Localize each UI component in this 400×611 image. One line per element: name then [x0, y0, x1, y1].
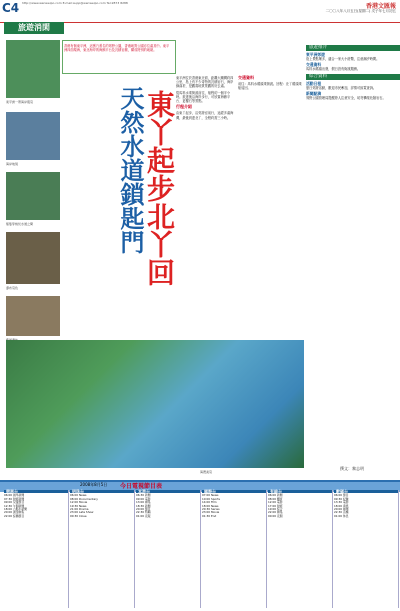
tv-programme: 06:00 新聞 [268, 493, 283, 498]
tv-programme: 12:00 Movie [70, 500, 88, 505]
headline-main: 天然水道鎖匙門 [116, 86, 144, 254]
tv-programme: 10:00 Sports [202, 496, 220, 501]
caption-2: 海岸地貌 [6, 162, 19, 166]
tv-channel-name: 翡翠台 [4, 490, 68, 493]
tv-programme: 06:00 晨早新聞 [4, 493, 25, 498]
panel-label-1: 東平洲郊遊 [306, 52, 325, 57]
tv-programme: 13:30 電影 [334, 500, 349, 505]
caption-3: 船隻穿梭於水道之間 [6, 222, 34, 226]
tv-programme: 01:00 夜報 [136, 513, 151, 518]
tv-channel-name: 本港台 [136, 490, 200, 493]
panel-text-1: 島上景點眾多，適合一家大小遊覽，注意潮汐時間。 [306, 57, 380, 61]
tv-programme: 20:30 Series [202, 507, 220, 512]
panel-label-4: 新聞點滴 [306, 91, 322, 96]
tv-programme: 08:00 Documentary [70, 496, 98, 501]
publication-name: 香港文匯報 [365, 3, 396, 10]
tv-programme: 22:30 特輯 [136, 510, 151, 515]
lead-text: 香港有個東平洲，這裏乃著名的郊野公園，香港地質公園亦位處其中。東平洲四面環海，東北海岸的海蝕平台及沉積岩層，構成特別的地貌。 [64, 44, 170, 52]
dateline: 二〇〇八年八月五日(星期二) 戊子年七月初五 [325, 9, 396, 13]
tv-programme: 17:00 財經 [268, 503, 283, 508]
column-title: 旅遊消閑 [4, 22, 64, 34]
tv-column [202, 490, 267, 608]
tv-programme: 01:30 End [202, 513, 217, 518]
tv-schedule-title: 今日電視節目表 [120, 483, 163, 490]
tv-programme: 12:30 午間新聞 [4, 503, 25, 508]
tv-programme: 22:30 音樂 [334, 510, 349, 515]
panel-text-3: 夏日郊遊活動，歡迎市民參加，詳情可致電查詢。 [306, 86, 377, 90]
tv-programme: 20:00 節目 [136, 507, 151, 512]
page-header [0, 0, 400, 23]
tv-programme: 23:00 Movie [202, 510, 220, 515]
tv-programme: 22:00 劇集 [268, 510, 283, 515]
article-sub2: 交通資料 [238, 75, 254, 80]
tv-programme: 00:00 夜間 [268, 513, 283, 518]
panel-heading-1: 旅遊推介 [306, 45, 400, 51]
tv-programme: 06:30 新聞 [136, 493, 151, 498]
tv-channel-name: 明珠台 [70, 490, 134, 493]
panel-heading-2: 綜合資料 [306, 74, 400, 80]
photo-coast [6, 40, 60, 98]
article-col-2 [238, 76, 302, 326]
tv-programme: 09:30 紀錄 [334, 496, 349, 501]
tv-column [334, 490, 399, 608]
panel-text-2: 馬料水碼頭出發，假日設有街渡服務。 [306, 67, 361, 71]
photo-bay-panorama [6, 340, 304, 468]
tv-column [136, 490, 201, 608]
tv-programme: 18:00 六點半新聞 [4, 507, 27, 512]
caption-1: 東平洲一帶海岸風景 [6, 100, 34, 104]
byline: 撰文：黎志明 [340, 466, 364, 471]
tv-column [268, 490, 333, 608]
page-number: C4 [2, 1, 20, 15]
article-p3: 由東丫起步，沿郊遊徑前行，途經多處海灣，最後到達北丫，全程約需三小時。 [176, 111, 234, 120]
photo-harbour [6, 112, 60, 160]
tv-programme: 21:00 Drama [70, 507, 89, 512]
tv-programme: 08:00 體育 [268, 496, 283, 501]
tv-programme: 18:00 News [202, 503, 219, 508]
tv-programme: 07:00 News [202, 493, 219, 498]
tv-programme: 12:00 電影 [268, 500, 283, 505]
article-col-1 [176, 76, 234, 326]
caption-4: 瀑布景色 [6, 286, 19, 290]
panel-label-3: 活動日程 [306, 81, 322, 86]
tv-programme: 22:00 綜藝節目 [4, 513, 25, 518]
tv-programme: 07:30 財經新聞 [4, 496, 25, 501]
tv-programme: 20:00 劇場 [334, 507, 349, 512]
tv-programme: 18:00 資訊 [334, 503, 349, 508]
tv-programme: 19:00 綜合 [268, 507, 283, 512]
tv-programme: 23:00 Late Show [70, 510, 94, 515]
tv-programme: 00:30 Close [70, 513, 87, 518]
article-p1: 東平洲位於香港東北面，距離大鵬灣約四公里，島上有不少奇特的沉積岩石，海岸線曲折，是觀賞地質景觀的好去處。 [176, 76, 234, 89]
tv-programme: 13:00 劇集 [136, 500, 151, 505]
tv-column [4, 490, 69, 608]
caption-6: 海灣美景 [200, 470, 213, 474]
tv-programme: 20:00 黃金劇集 [4, 510, 25, 515]
tv-date: 2008年8月5日 [80, 482, 108, 487]
tv-channel-name: 有線台 [268, 490, 332, 493]
tv-programme: 18:30 新聞 [136, 503, 151, 508]
tv-programme: 09:00 兒童節目 [4, 500, 25, 505]
photo-waterfall [6, 232, 60, 284]
tv-programme: 01:00 休息 [334, 513, 349, 518]
article-p2: 從馬料水乘街渡前往，船程約一個半小時。抵達後沿海岸步行，可欣賞海蝕平台、更樓石等景點。 [176, 90, 231, 104]
article-p4: 前往：馬料水碼頭乘街渡。回程：北丫碼頭乘船返回。 [238, 82, 302, 91]
sidebar-panel [306, 42, 400, 442]
tv-programme: 09:00 電影 [136, 496, 151, 501]
tv-programme: 06:00 節目 [334, 493, 349, 498]
tv-programme: 06:00 News [70, 493, 87, 498]
photo-ruins [6, 296, 60, 336]
article-sub1: 行程介紹 [176, 104, 192, 110]
headline-sub: 東丫起步北丫回 [143, 90, 176, 286]
tv-programme: 14:00 Film [202, 500, 217, 505]
tv-column [70, 490, 135, 608]
tv-programme: 19:30 News [70, 503, 87, 508]
tv-channel-name: 數碼台 [334, 490, 398, 493]
panel-label-2: 交通資料 [306, 62, 322, 67]
tv-channel-name: 國際台 [202, 490, 266, 493]
panel-text-4: 郊野公園管理局提醒遊人注意安全，切勿攀爬危險岩石。 [306, 96, 386, 100]
header-contact: http://www.wenweipo.com E-mail:supp@wenweipo.com Tel:2873 8288 [22, 1, 128, 5]
photo-boats [6, 172, 60, 220]
